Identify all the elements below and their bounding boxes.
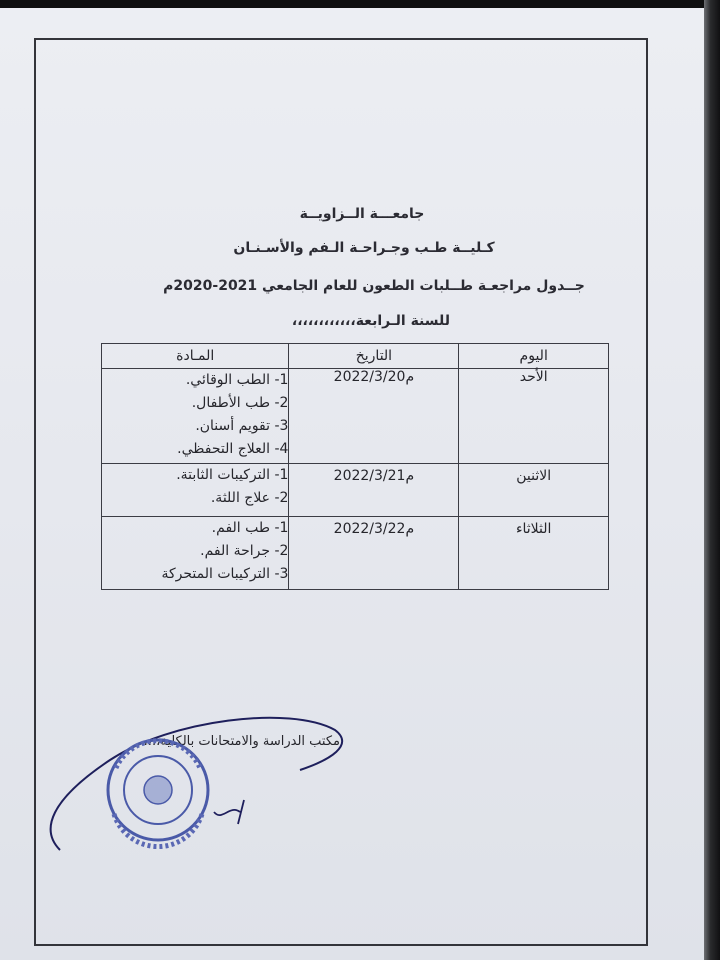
subjects-cell: [102, 464, 289, 517]
faculty-name: كـليــة طـب وجـراحـة الـفم والأسـنـان: [233, 240, 495, 256]
official-stamp-icon: [30, 700, 350, 870]
header-day: اليوم: [459, 344, 609, 369]
year-level: للسنة الـرابعة،،،،،،،،،،،،: [291, 313, 450, 329]
day-cell: الثلاثاء: [459, 517, 609, 590]
office-signature-line: مكتب الدراسة والامتحانات بالكلية،،،،: [143, 734, 340, 749]
table-row: [102, 517, 609, 590]
date-cell: [289, 369, 459, 464]
subject-item: 4- العلاج التحفظي.: [177, 441, 289, 457]
subjects-cell: [102, 369, 289, 464]
day-cell: الأحد: [459, 369, 609, 464]
subject-item: 2- جراحة الفم.: [200, 543, 289, 559]
header-subject: المـادة: [102, 344, 289, 369]
table-header-row: [102, 344, 609, 369]
signature-mark: [214, 800, 244, 824]
stamp-emblem: [144, 776, 172, 804]
subject-item: 3- التركيبات المتحركة: [161, 566, 289, 582]
date-cell: [289, 464, 459, 517]
stamp-lettering-top: [116, 741, 200, 768]
subject-item: 1- الطب الوقائي.: [185, 372, 289, 388]
date-value: 2022/3/20م: [333, 369, 415, 385]
date-cell: [289, 517, 459, 590]
paper-shadow-edge: [704, 0, 720, 960]
schedule-title: جــدول مراجعـة طــلبات الطعون للعام الجامعي 2021-2020م: [163, 278, 585, 294]
subject-item: 2- علاج اللثة.: [210, 490, 289, 506]
subject-item: 2- طب الأطفال.: [191, 395, 289, 411]
subjects-cell: [102, 517, 289, 590]
schedule-table: [101, 343, 609, 590]
table-row: [102, 464, 609, 517]
day-cell: الاثنين: [459, 464, 609, 517]
subject-item: 1- طب الفم.: [211, 520, 289, 536]
signature-stroke: [51, 718, 343, 850]
subject-item: 1- التركيبات الثابتة.: [176, 467, 289, 483]
subject-item: 3- تقويم أسنان.: [195, 418, 289, 434]
date-value: 2022/3/21م: [333, 468, 415, 484]
header-date: التاريخ: [289, 344, 459, 369]
table-row: [102, 369, 609, 464]
university-name: جامعـــة الــزاويــة: [299, 206, 425, 222]
date-value: 2022/3/22م: [333, 521, 415, 537]
